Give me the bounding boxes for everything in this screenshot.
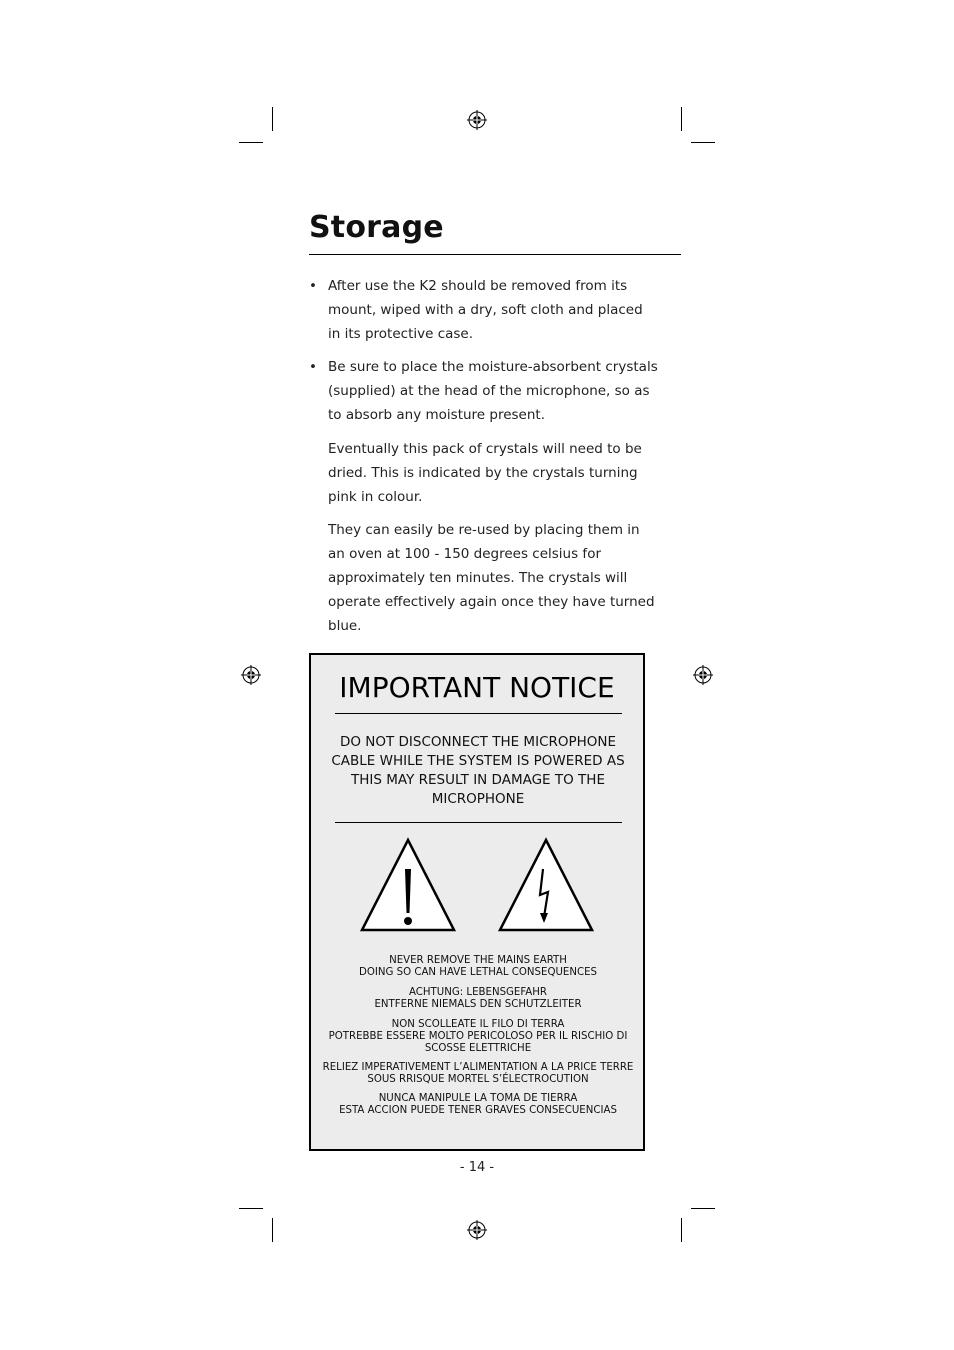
- electric-shock-warning-icon: [497, 837, 595, 933]
- page-number: - 14 -: [459, 1160, 495, 1175]
- crop-mark: [272, 1218, 273, 1242]
- bullet-text: After use the K2 should be removed from its mount, wiped with a dry, soft cloth and placed in its protective case.: [328, 278, 643, 342]
- notice-title: IMPORTANT NOTICE: [339, 671, 615, 704]
- warning-de: ACHTUNG: LEBENSGEFAHR ENTFERNE NIEMALS DEN SCHUTZLEITER: [374, 987, 582, 1010]
- section-title: Storage: [309, 210, 444, 245]
- title-divider: [309, 254, 681, 255]
- exclamation-warning-icon: [359, 837, 457, 933]
- notice-divider: [335, 822, 622, 823]
- bullet-marker: •: [309, 359, 317, 375]
- registration-mark-icon: [467, 110, 487, 130]
- bullet-marker: •: [309, 278, 317, 294]
- crop-mark: [681, 1218, 682, 1242]
- warning-it: NON SCOLLEATE IL FILO DI TERRA POTREBBE ESSERE MOLTO PERICOLOSO PER IL RISCHIO DI SCOSSE ELETTRICHE: [328, 1019, 628, 1054]
- important-notice-box: [309, 653, 645, 1151]
- registration-mark-icon: [241, 665, 261, 685]
- crop-mark: [681, 107, 682, 131]
- crop-mark: [239, 142, 263, 143]
- crop-mark: [691, 1208, 715, 1209]
- warning-fr: RELIEZ IMPERATIVEMENT L’ALIMENTATION A LA PRICE TERRE SOUS RRISQUE MORTEL S’ÉLECTROCUTION: [322, 1062, 634, 1085]
- registration-mark-icon: [693, 665, 713, 685]
- warning-en: NEVER REMOVE THE MAINS EARTH DOING SO CAN HAVE LETHAL CONSEQUENCES: [359, 955, 597, 978]
- notice-divider: [335, 713, 622, 714]
- notice-message: DO NOT DISCONNECT THE MICROPHONE CABLE WHILE THE SYSTEM IS POWERED AS THIS MAY RESULT IN DAMAGE TO THE MICROPHONE: [331, 734, 625, 807]
- crop-mark: [272, 107, 273, 131]
- crop-mark: [691, 142, 715, 143]
- warning-es: NUNCA MANIPULE LA TOMA DE TIERRA ESTA ACCION PUEDE TENER GRAVES CONSECUENCIAS: [339, 1093, 617, 1116]
- paragraph: They can easily be re-used by placing them in an oven at 100 - 150 degrees celsius for approximately ten minutes. The crystals will operate effectively again once they have turned blue.: [328, 522, 655, 634]
- registration-mark-icon: [467, 1220, 487, 1240]
- warning-icons: [359, 837, 599, 933]
- paragraph: Eventually this pack of crystals will need to be dried. This is indicated by the crystals turning pink in colour.: [328, 441, 642, 505]
- crop-mark: [239, 1208, 263, 1209]
- bullet-text: Be sure to place the moisture-absorbent crystals (supplied) at the head of the microphone, so as to absorb any moisture present.: [328, 359, 658, 423]
